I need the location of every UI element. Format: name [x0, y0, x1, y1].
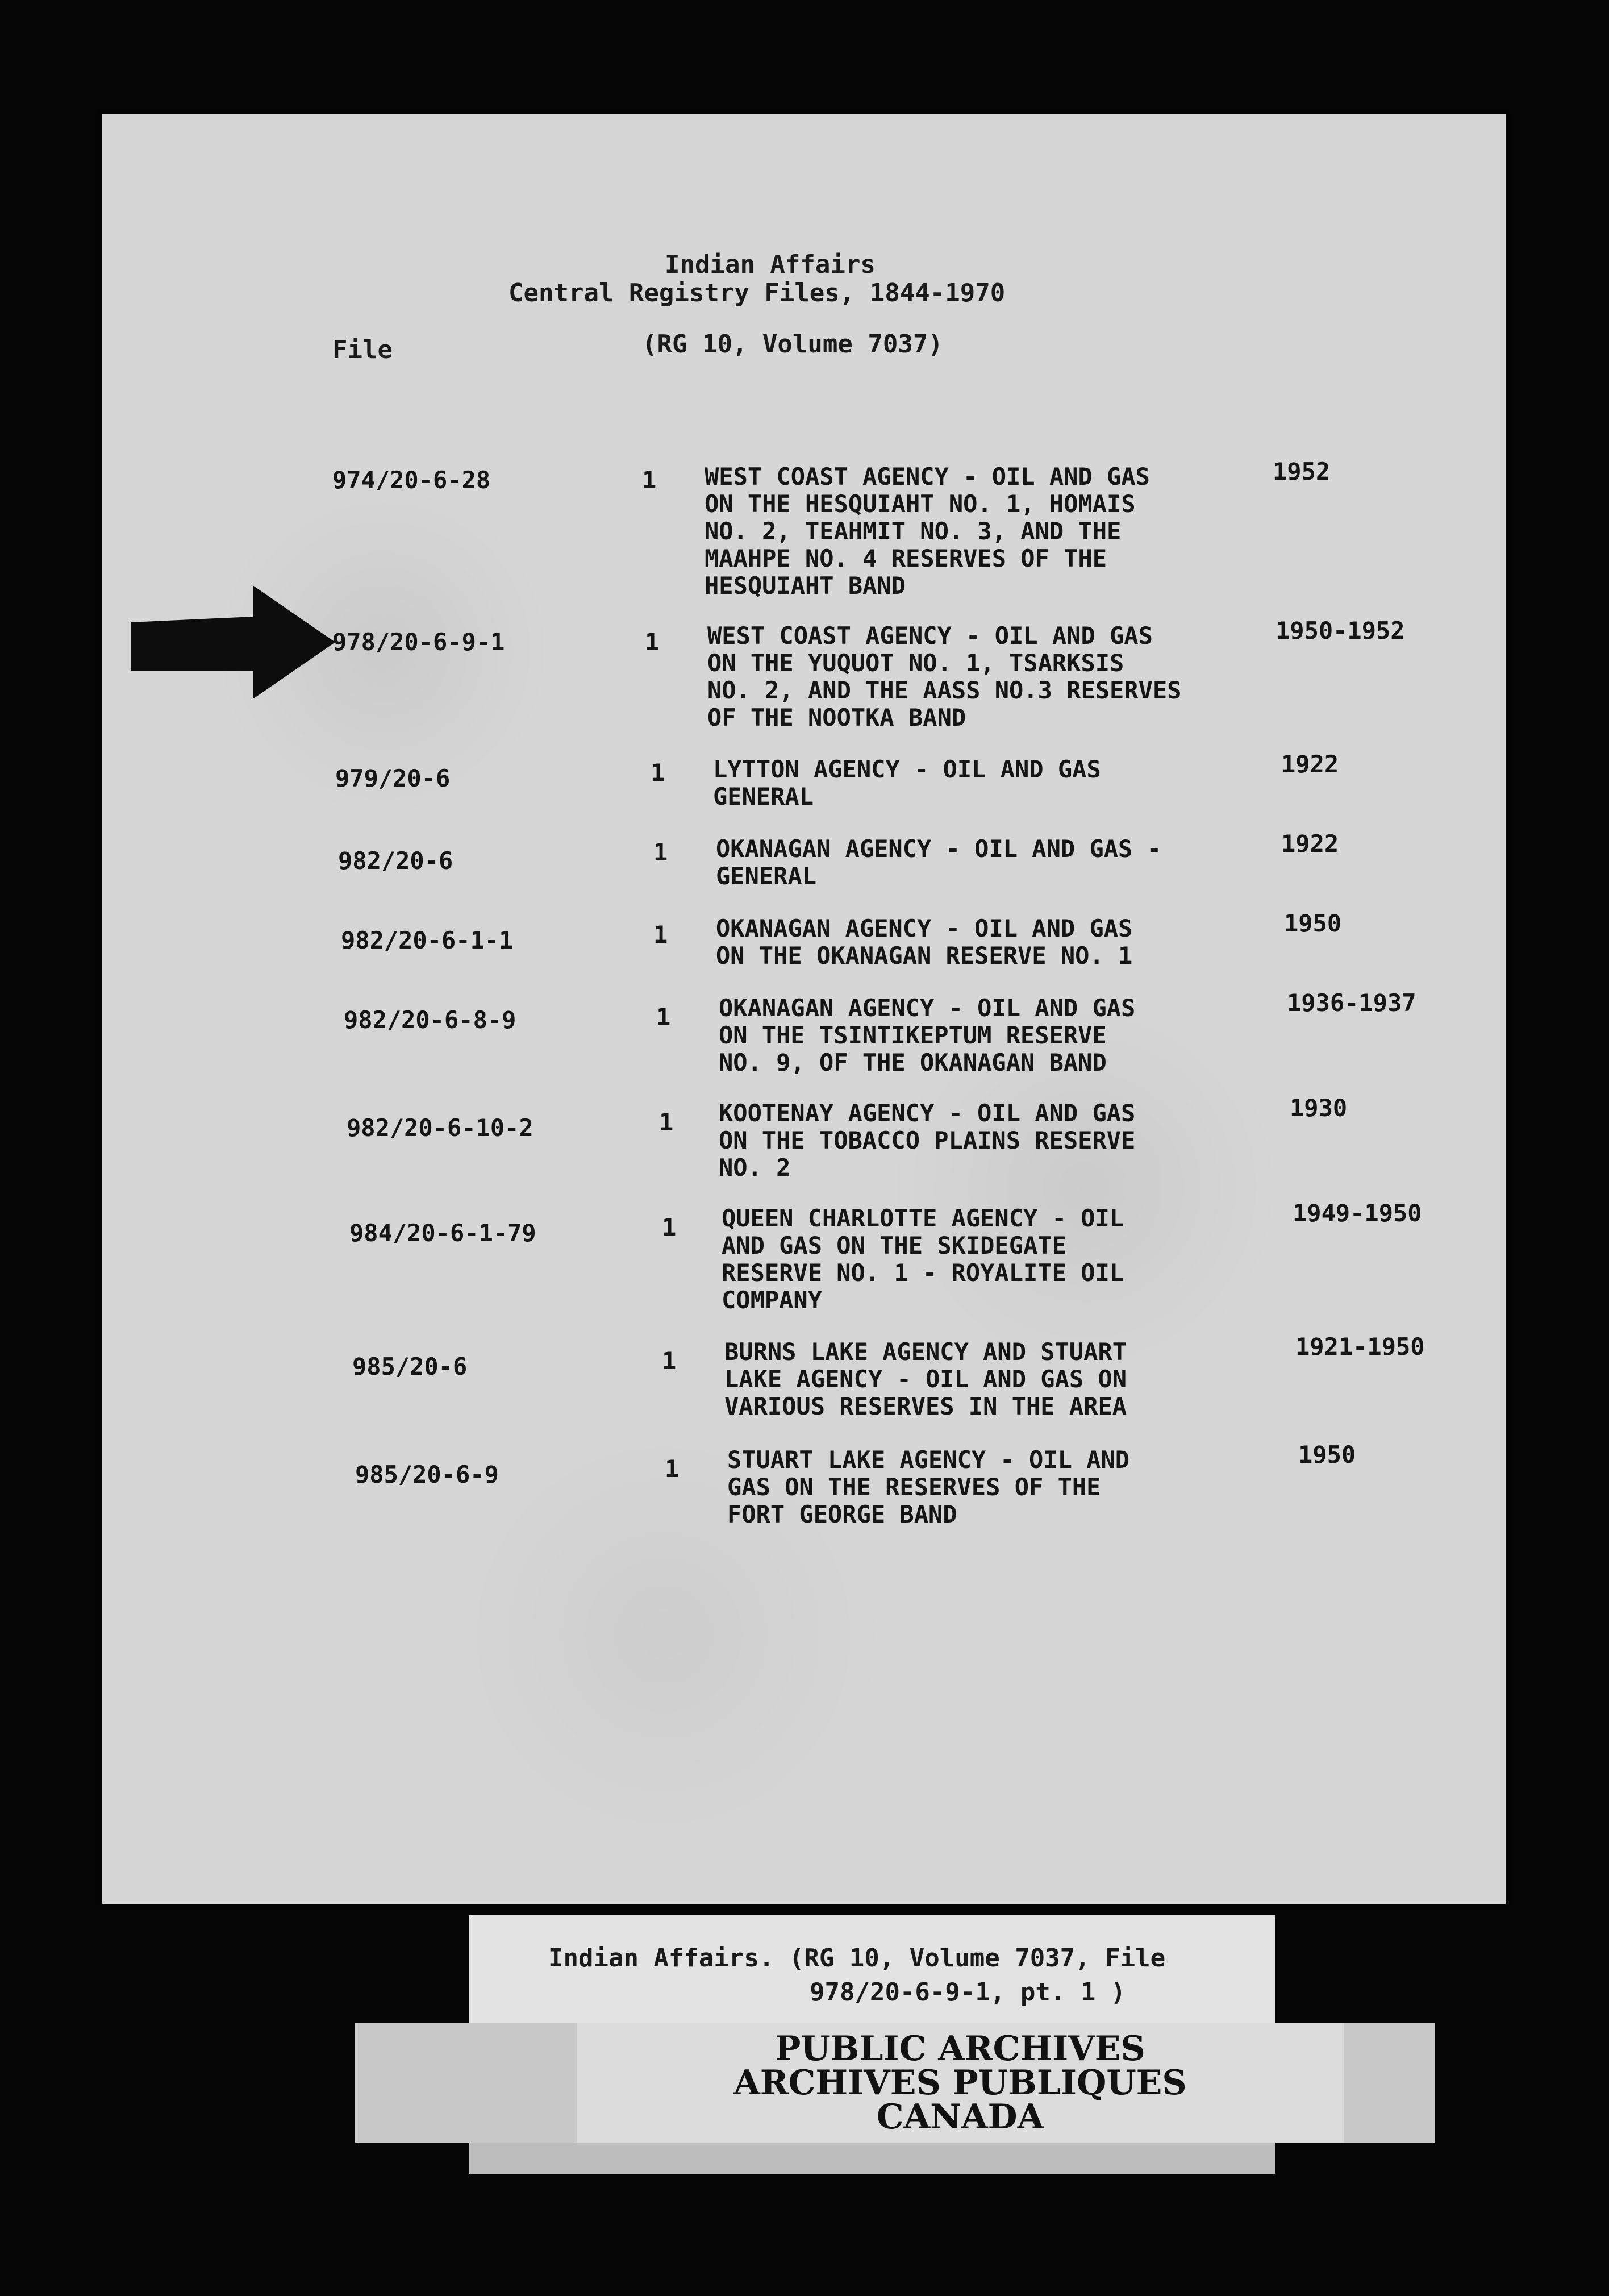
part-number: 1: [659, 1108, 674, 1136]
file-date: 1950: [1298, 1441, 1356, 1469]
file-number: 982/20-6-1-1: [341, 926, 514, 954]
stamp-line2: ARCHIVES PUBLIQUES: [733, 2063, 1187, 2103]
file-date: 1936-1937: [1287, 989, 1416, 1017]
file-date: 1922: [1281, 830, 1339, 858]
file-number: 984/20-6-1-79: [349, 1219, 536, 1247]
volume-label: (RG 10, Volume 7037): [642, 330, 943, 359]
part-number: 1: [662, 1213, 677, 1241]
part-number: 1: [656, 1003, 671, 1031]
file-date: 1950-1952: [1275, 617, 1405, 644]
file-date: 1922: [1281, 750, 1339, 778]
part-number: 1: [662, 1347, 677, 1375]
header-title: Indian Affairs: [665, 250, 876, 279]
file-description: OKANAGAN AGENCY - OIL AND GAS - GENERAL: [716, 835, 1161, 890]
stamp-line1: PUBLIC ARCHIVES: [775, 2029, 1145, 2069]
file-description: STUART LAKE AGENCY - OIL AND GAS ON THE RESERVES OF THE FORT GEORGE BAND: [727, 1446, 1130, 1528]
file-number: 974/20-6-28: [332, 466, 491, 494]
bottom-strip: [469, 2143, 1275, 2174]
reference-label-card: [469, 1915, 1275, 2035]
file-date: 1952: [1273, 457, 1331, 485]
file-date: 1921-1950: [1295, 1333, 1425, 1361]
file-number: 982/20-6: [338, 847, 453, 875]
file-number: 985/20-6-9: [355, 1461, 499, 1488]
file-description: BURNS LAKE AGENCY AND STUART LAKE AGENCY - OIL AND GAS ON VARIOUS RESERVES IN THE AREA: [724, 1338, 1127, 1420]
file-number: 985/20-6: [352, 1353, 468, 1380]
file-description: QUEEN CHARLOTTE AGENCY - OIL AND GAS ON THE SKIDEGATE RESERVE NO. 1 - ROYALITE OIL COMPANY: [722, 1204, 1124, 1314]
file-date: 1949-1950: [1293, 1199, 1422, 1227]
file-description: KOOTENAY AGENCY - OIL AND GAS ON THE TOBACCO PLAINS RESERVE NO. 2: [719, 1099, 1136, 1182]
part-number: 1: [665, 1455, 680, 1483]
part-number: 1: [653, 921, 668, 949]
reference-label-line2: 978/20-6-9-1, pt. 1 ): [810, 1978, 1126, 2007]
file-number: 982/20-6-10-2: [347, 1114, 533, 1142]
file-date: 1930: [1290, 1094, 1348, 1122]
part-number: 1: [651, 759, 665, 787]
arrow-right-icon: [131, 585, 335, 699]
stamp-line3: CANADA: [876, 2097, 1044, 2137]
part-number: 1: [653, 838, 668, 866]
file-description: OKANAGAN AGENCY - OIL AND GAS ON THE TSINTIKEPTUM RESERVE NO. 9, OF THE OKANAGAN BAND: [719, 994, 1136, 1076]
file-number: 978/20-6-9-1: [332, 628, 505, 656]
header-subtitle: Central Registry Files, 1844-1970: [508, 278, 1006, 307]
file-number: 979/20-6: [335, 764, 451, 792]
part-number: 1: [642, 466, 657, 494]
file-number: 982/20-6-8-9: [344, 1006, 516, 1034]
file-description: LYTTON AGENCY - OIL AND GAS GENERAL: [713, 755, 1101, 810]
reference-label-line1: Indian Affairs. (RG 10, Volume 7037, File: [548, 1944, 1166, 1973]
file-column-label: File: [332, 335, 393, 364]
part-number: 1: [645, 628, 660, 656]
file-description: OKANAGAN AGENCY - OIL AND GAS ON THE OKANAGAN RESERVE NO. 1: [716, 914, 1133, 970]
file-description: WEST COAST AGENCY - OIL AND GAS ON THE HESQUIAHT NO. 1, HOMAIS NO. 2, TEAHMIT NO. 3, AND THE MAAHPE NO. 4 RESERVES OF THE HESQUIAHT BAND: [705, 463, 1150, 600]
file-description: WEST COAST AGENCY - OIL AND GAS ON THE YUQUOT NO. 1, TSARKSIS NO. 2, AND THE AASS NO.3 RESERVES OF THE NOOTKA BAND: [707, 622, 1182, 731]
file-date: 1950: [1284, 909, 1342, 937]
